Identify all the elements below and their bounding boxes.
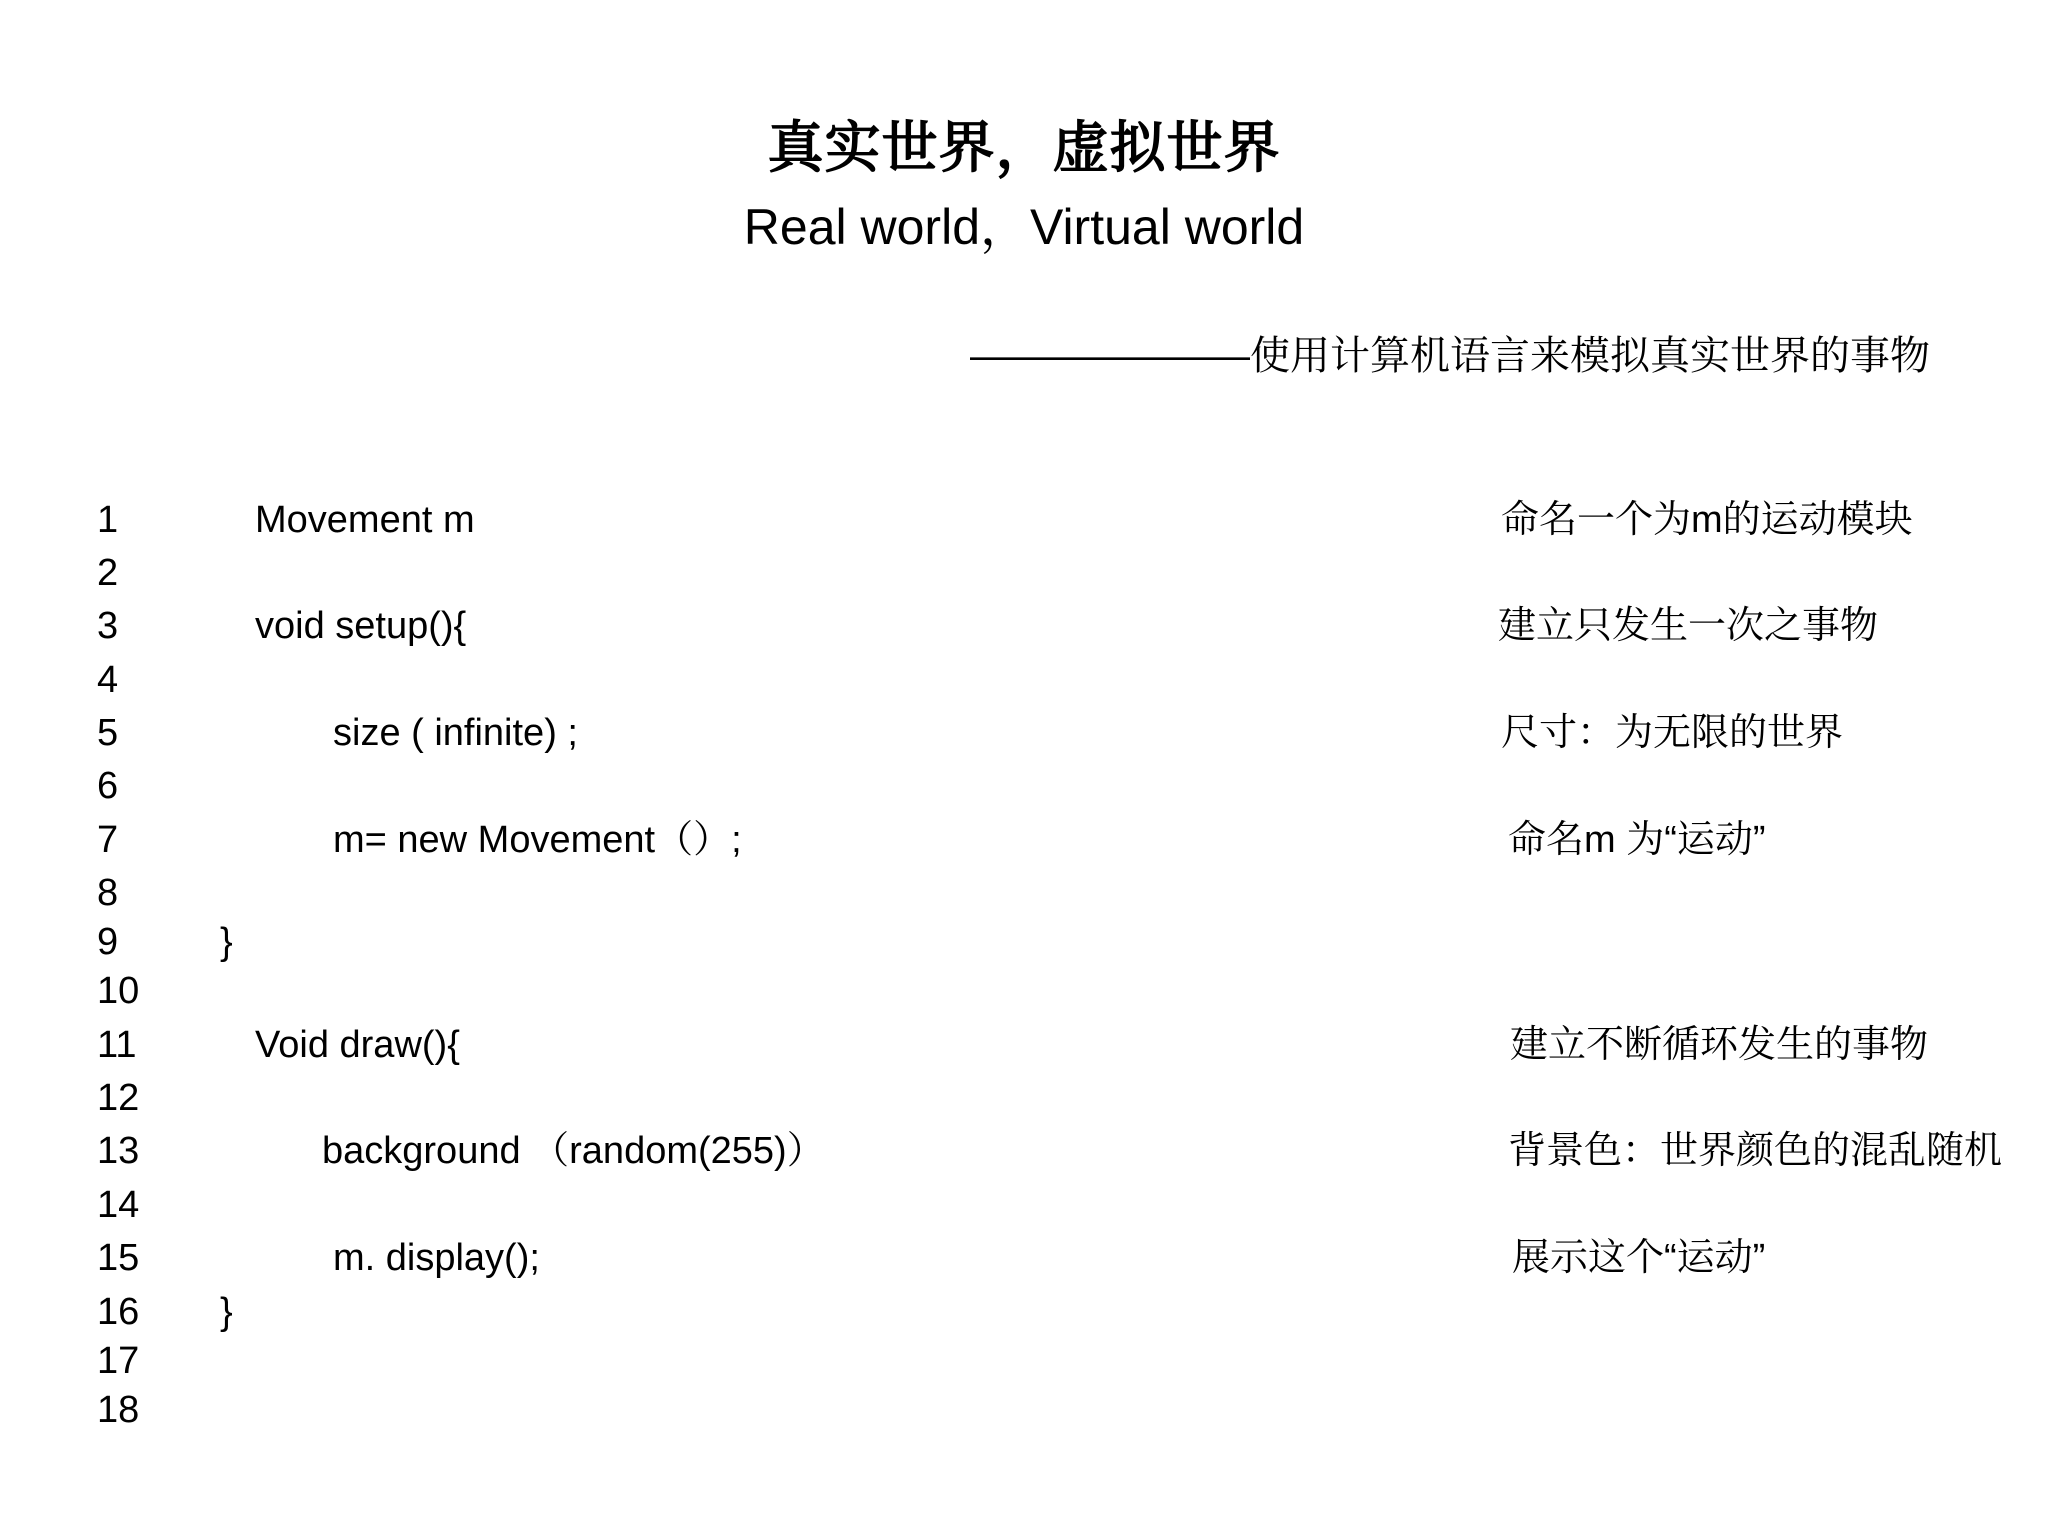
line-number: 14 <box>97 1184 140 1226</box>
comment-line-7: 命名m 为“运动” <box>1508 819 1766 861</box>
code-line-11: Void draw(){ <box>255 1024 460 1066</box>
line-number: 15 <box>97 1237 140 1279</box>
comment-line-3: 建立只发生一次之事物 <box>1498 605 1879 647</box>
line-number: 17 <box>97 1340 140 1382</box>
line-number: 8 <box>97 872 119 914</box>
subtitle-dash-line: ———————使用计算机语言来模拟真实世界的事物 <box>970 334 1930 378</box>
line-number: 1 <box>97 499 119 541</box>
title-chinese: 真实世界，虚拟世界 <box>767 116 1281 179</box>
code-line-16: } <box>220 1291 233 1333</box>
code-line-7: m= new Movement（）; <box>333 819 742 861</box>
comment-line-15: 展示这个“运动” <box>1512 1237 1766 1279</box>
code-line-3: void setup(){ <box>255 605 467 647</box>
line-number: 4 <box>97 659 119 701</box>
comment-line-5: 尺寸：为无限的世界 <box>1501 712 1844 754</box>
line-number: 12 <box>97 1077 140 1119</box>
comment-line-1: 命名一个为m的运动模块 <box>1501 499 1913 541</box>
line-number: 9 <box>97 921 119 963</box>
line-number: 11 <box>97 1024 137 1066</box>
line-number: 13 <box>97 1130 140 1172</box>
code-line-5: size ( infinite) ; <box>333 712 578 754</box>
line-number: 10 <box>97 970 140 1012</box>
title-english: Real world，Virtual world <box>743 199 1305 255</box>
line-number: 6 <box>97 765 119 807</box>
line-number: 3 <box>97 605 119 647</box>
line-number: 18 <box>97 1389 140 1431</box>
line-number: 2 <box>97 552 119 594</box>
comment-line-13: 背景色：世界颜色的混乱随机 <box>1508 1130 2003 1172</box>
code-line-9: } <box>220 921 233 963</box>
code-line-1: Movement m <box>255 499 475 541</box>
comment-line-11: 建立不断循环发生的事物 <box>1510 1024 1929 1066</box>
line-number: 16 <box>97 1291 140 1333</box>
line-number: 7 <box>97 819 119 861</box>
code-line-15: m. display(); <box>333 1237 540 1279</box>
code-line-13: background （random(255)） <box>322 1130 825 1172</box>
line-number: 5 <box>97 712 119 754</box>
